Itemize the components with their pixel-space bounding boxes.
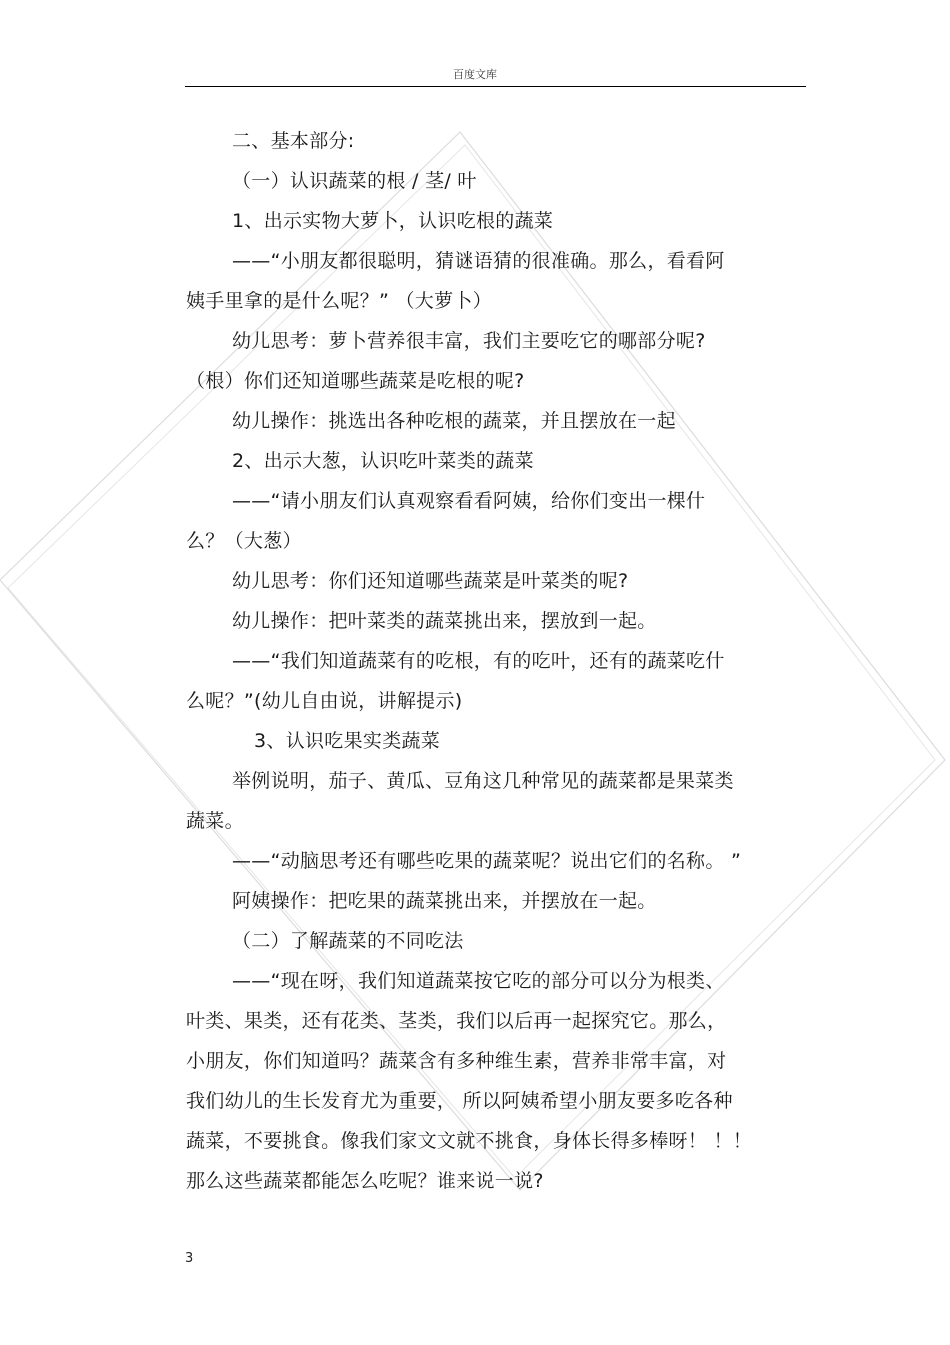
text-line: 叶类、果类，还有花类、茎类，我们以后再一起探究它。那么，	[186, 1010, 727, 1032]
text-line: （二）了解蔬菜的不同吃法	[232, 930, 464, 952]
header-divider	[185, 86, 806, 87]
text-line: 幼儿思考：你们还知道哪些蔬菜是叶菜类的呢?	[232, 570, 629, 592]
text-line: 幼儿操作：把叶菜类的蔬菜挑出来，摆放到一起。	[232, 610, 657, 632]
text-line: 阿姨操作：把吃果的蔬菜挑出来，并摆放在一起。	[232, 890, 657, 912]
text-line: 2、出示大葱，认识吃叶菜类的蔬菜	[232, 450, 534, 472]
text-line: 1、出示实物大萝卜，认识吃根的蔬菜	[232, 210, 554, 232]
text-line: 幼儿思考：萝卜营养很丰富，我们主要吃它的哪部分呢?	[232, 330, 706, 352]
text-line: 幼儿操作：挑选出各种吃根的蔬菜，并且摆放在一起	[232, 410, 676, 432]
text-line: 么？（大葱）	[186, 530, 302, 552]
text-line: 我们幼儿的生长发育尤为重要， 所以阿姨希望小朋友要多吃各种	[186, 1090, 733, 1112]
text-line: 蔬菜。	[186, 810, 244, 832]
text-line: ——“请小朋友们认真观察看看阿姨，给你们变出一棵什	[232, 490, 706, 512]
header-title: 百度文库	[453, 68, 497, 81]
text-line: 举例说明，茄子、黄瓜、豆角这几种常见的蔬菜都是果菜类	[232, 770, 734, 792]
text-line: 姨手里拿的是什么呢？” （大萝卜）	[186, 290, 492, 312]
page-number: 3	[185, 1251, 194, 1266]
text-line: 3、认识吃果实类蔬菜	[254, 730, 441, 752]
text-line: 么呢？”(幼儿自由说，讲解提示)	[186, 690, 463, 712]
text-line: ——“现在呀，我们知道蔬菜按它吃的部分可以分为根类、	[232, 970, 725, 992]
text-line: 蔬菜，不要挑食。像我们家文文就不挑食，身体长得多棒呀！ ！！	[186, 1130, 753, 1152]
text-line: ——“动脑思考还有哪些吃果的蔬菜呢？说出它们的名称。 ”	[232, 850, 742, 872]
text-line: 那么这些蔬菜都能怎么吃呢？谁来说一说?	[186, 1170, 544, 1192]
text-line: （根）你们还知道哪些蔬菜是吃根的呢?	[186, 370, 525, 392]
text-line: ——“我们知道蔬菜有的吃根，有的吃叶，还有的蔬菜吃什	[232, 650, 725, 672]
text-line: 二、基本部分:	[232, 130, 355, 152]
text-line: （一）认识蔬菜的根 / 茎/ 叶	[232, 170, 477, 192]
text-line: ——“小朋友都很聪明，猜谜语猜的很准确。那么，看看阿	[232, 250, 725, 272]
text-line: 小朋友，你们知道吗？蔬菜含有多种维生素，营养非常丰富，对	[186, 1050, 727, 1072]
